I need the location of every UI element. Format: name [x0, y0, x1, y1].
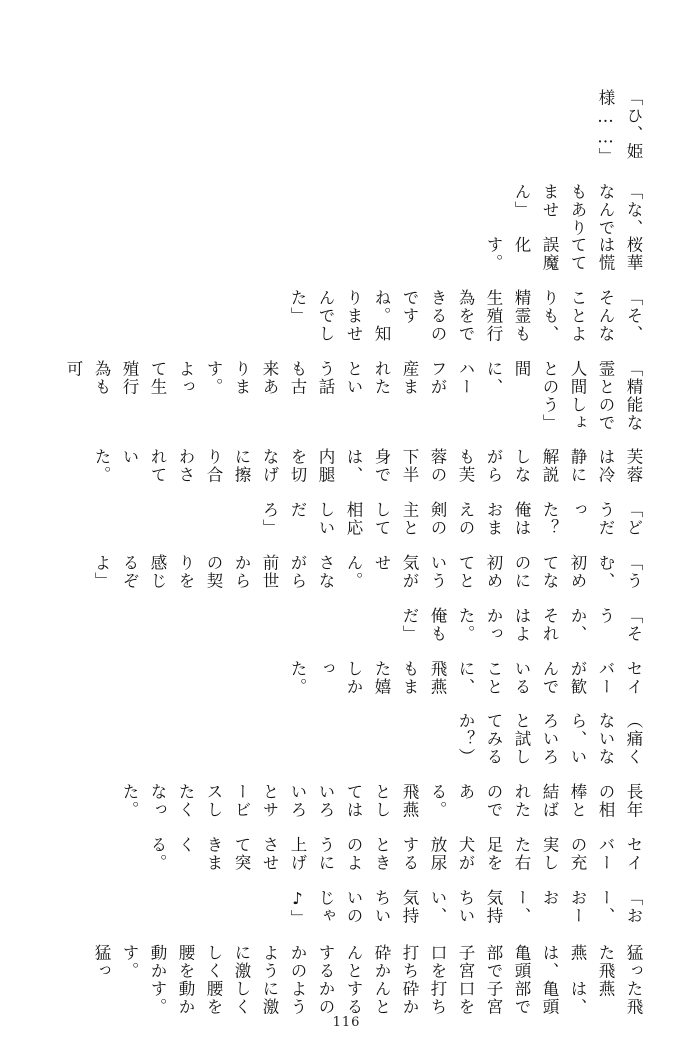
text-line: （痛くないなら、いろいろと試してみるか？）: [456, 712, 643, 767]
text-line: 猛った飛燕は、亀頭部で子宮口を打ち砕かんとするかのように激しく腰を動かす。猛っ: [92, 944, 643, 980]
vertical-text-body: [46, 72, 647, 1016]
text-line: 芙蓉は冷静に解説しながらも芙蓉の下半身では、内腿を切なげに擦り合わされていた。: [92, 448, 643, 485]
page-number: 116: [332, 1015, 361, 1030]
text-line: 「精霊と人間との間に、ハーフが産まれたという話も古来あります。よって生殖行為も可: [64, 359, 643, 396]
text-line: 桜華は慌てて誤魔化す。: [484, 236, 643, 273]
text-line: セイバーの充実した右足を犬が放尿するときのように上げさせて突きまくる。: [148, 835, 643, 872]
text-line: 長年の相棒と結ばれたのである。飛燕としてはいろいろとサービスしたくなった。: [120, 783, 643, 819]
text-line: 「そ、そんなことよりも、精霊も生殖行為をできるのですね。知りませんでした」: [288, 289, 643, 343]
text-line: 「な、なんでもありません」: [512, 182, 643, 237]
text-line: セイバーが歓んでいることに、飛燕もまた嬉しかった。: [288, 659, 643, 696]
text-line: 能なのでしょう」: [540, 395, 643, 432]
text-line: 「そうか、それはよかった。俺もだ」: [400, 606, 643, 643]
text-line: 「うむ、初めてなのに初めてという気がせん。さながら前世からの契りを感じるぞよ」: [92, 554, 643, 590]
text-line: 「どうだった？ 俺はおまえの剣の主として相応しいだろ」: [260, 501, 643, 555]
text-line: 「おー、おーおー、気持ちいい、気持ちいいのじゃ♪」: [288, 888, 643, 928]
text-line: 「ひ、姫様……」: [596, 89, 643, 166]
text-line: た飛燕は、亀頭部で子宮口を打ち砕かんとするかのように激しく腰を動かす。: [148, 979, 643, 1016]
